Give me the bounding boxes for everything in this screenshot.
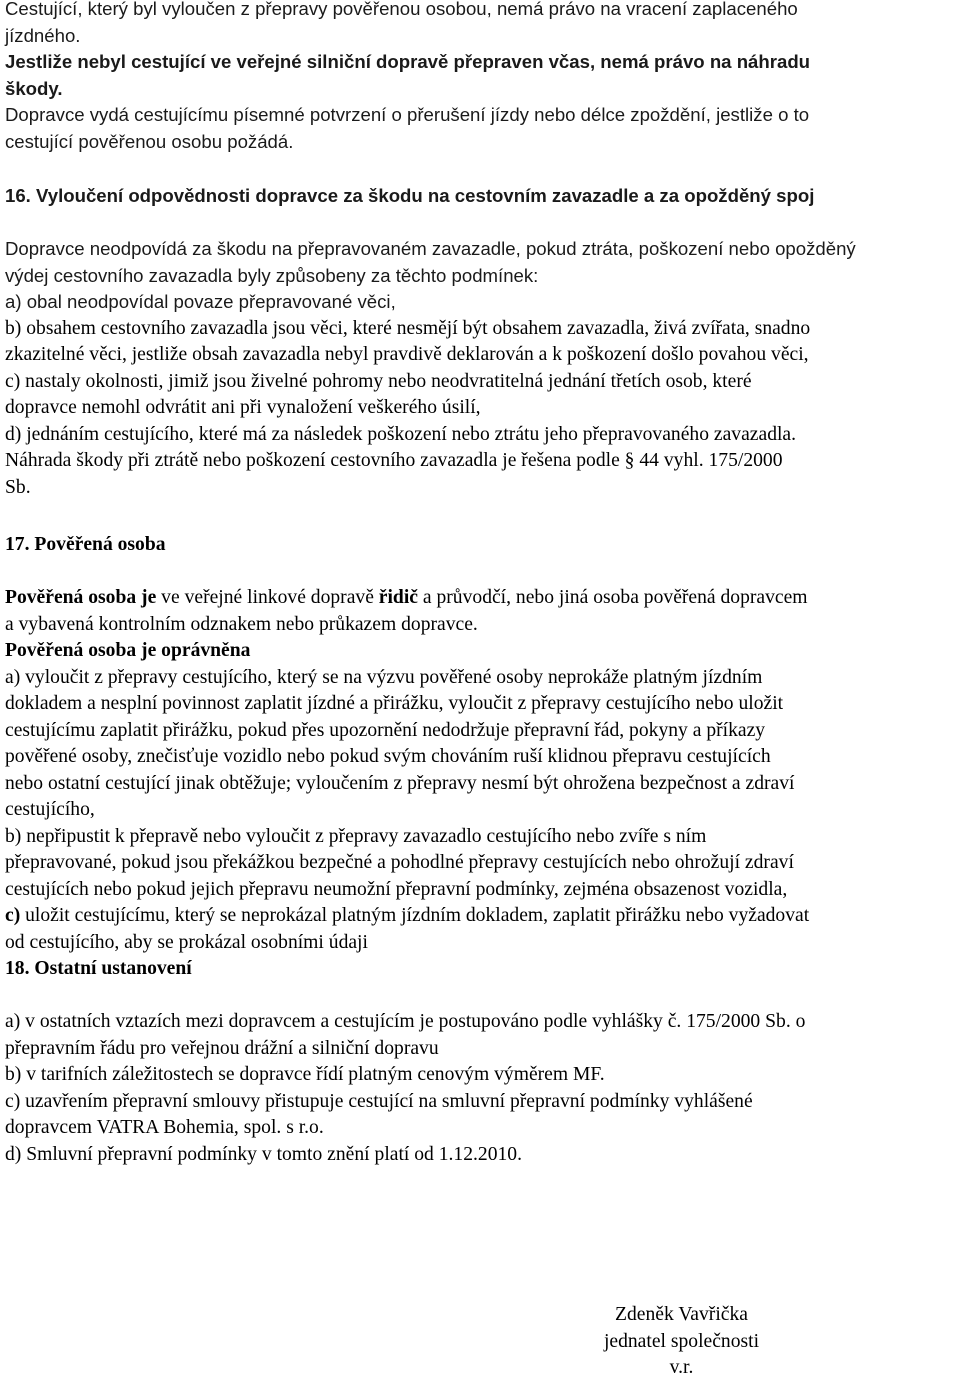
text-line — [5, 585, 809, 612]
text-line: a) v ostatních vztazích mezi dopravcem a cestujícím je postupováno podle vyhlášky č. 175/2000 Sb. o — [5, 1011, 806, 1032]
signature-vr: v.r. — [669, 1357, 694, 1378]
text-line: c) nastaly okolnosti, jimiž jsou živelné pohromy nebo neodvratitelná jednání třetích osob, které — [5, 370, 752, 392]
text-line: dopravcem VATRA Bohemia, spol. s r.o. — [5, 1117, 324, 1138]
text-line: cestujícímu zaplatit přirážku, pokud přes upozornění nedodržuje přepravní řád, pokyny a příkazy — [5, 719, 766, 741]
subheading: Pověřená osoba je oprávněna — [5, 640, 251, 661]
text-line: Jestliže nebyl cestující ve veřejné silniční dopravě přepraven včas, nemá právo na náhradu — [5, 51, 811, 72]
text-line: Náhrada škody při ztrátě nebo poškození cestovního zavazadla je řešena podle § 44 vyhl. 175/2000 — [5, 450, 783, 471]
text-line: cestujících nebo pokud jejich přepravu neumožní přepravní podmínky, zejména obsazenost vozidla, — [5, 878, 788, 900]
bold-run: c) — [5, 905, 21, 926]
text-line: cestující pověřenou osobu požádá. — [5, 130, 294, 152]
text-line: škody. — [5, 77, 63, 99]
section-16 — [5, 183, 856, 501]
text-line: a) vyloučit z přepravy cestujícího, který se na výzvu pověřené osoby neprokáže platným jízdním — [5, 666, 763, 688]
section-heading: 18. Ostatní ustanovení — [5, 958, 192, 979]
text-line: b) v tarifních záležitostech se dopravce řídí platným cenovým výměrem MF. — [5, 1064, 605, 1085]
text-run: ve veřejné linkové dopravě — [156, 587, 379, 608]
text-line: d) Smluvní přepravní podmínky v tomto znění platí od 1.12.2010. — [5, 1143, 523, 1165]
signatory-role: jednatel společnosti — [603, 1330, 760, 1352]
text-line: a) obal neodpovídal povaze přepravované věci, — [5, 291, 396, 312]
text-line: Dopravce neodpovídá za škodu na přepravovaném zavazadle, pokud ztráta, poškození nebo opožděný — [5, 238, 856, 259]
text-line: dopravce nemohl odvrátit ani při vynaložení veškerého úsilí, — [5, 397, 481, 418]
signatory-name: Zdeněk Vavřička — [615, 1304, 748, 1325]
text-line: nebo ostatní cestující jinak obtěžuje; vyloučením z přepravy nesmí být ohrožena bezpečnost a zdraví — [5, 772, 795, 794]
text-line: dokladem a nesplní povinnost zaplatit jízdné a přirážku, vyloučit z přepravy cestujícího nebo uložit — [5, 693, 784, 714]
text-run: uložit cestujícímu, který se neprokázal platným jízdním dokladem, zaplatit přirážku nebo vyžadovat — [20, 905, 810, 926]
text-run: a průvodčí, nebo jiná osoba pověřená dopravcem — [417, 587, 808, 608]
section-heading: 16. Vyloučení odpovědnosti dopravce za škodu na cestovním zavazadle a za opožděný spoj — [5, 185, 815, 206]
text-line: Sb. — [5, 476, 31, 498]
text-line: Cestující, který byl vyloučen z přepravy pověřenou osobou, nemá právo na vracení zaplaceného — [5, 0, 798, 19]
text-line: cestujícího, — [5, 799, 95, 820]
text-line: a vybavená kontrolním odznakem nebo průkazem dopravce. — [5, 613, 478, 635]
section-18 — [5, 956, 805, 1168]
text-line: zkazitelné věci, jestliže obsah zavazadla nebyl pravdivě deklarován a k poškození došlo povahou věci, — [5, 344, 809, 365]
text-line: přepravované, pokud jsou překážkou bezpečné a pohodlné přepravy cestujících nebo ohrožují zdraví — [5, 852, 794, 873]
text-line: d) jednáním cestujícího, které má za následek poškození nebo ztrátu jeho přepravovaného zavazadla. — [5, 423, 797, 445]
text-line: výdej cestovního zavazadla byly způsobeny za těchto podmínek: — [5, 264, 539, 286]
text-line: jízdného. — [5, 24, 81, 46]
text-line: b) nepřipustit k přepravě nebo vyloučit z přepravy zavazadlo cestujícího nebo zvíře s ním — [5, 825, 707, 847]
text-line: Dopravce vydá cestujícímu písemné potvrzení o přerušení jízdy nebo délce zpoždění, jestliže o to — [5, 104, 810, 125]
bold-run: řidič — [378, 587, 418, 608]
section-17 — [5, 532, 809, 956]
text-line: od cestujícího, aby se prokázal osobními údaji — [5, 931, 368, 953]
text-line: b) obsahem cestovního zavazadla jsou věci, které nesmějí být obsahem zavazadla, živá zvířata, snadno — [5, 317, 811, 339]
signature-block — [589, 1302, 774, 1382]
intro-block — [5, 0, 810, 155]
text-line — [5, 903, 809, 930]
text-line: přepravním řádu pro veřejnou drážní a silniční dopravu — [5, 1037, 439, 1059]
text-line: c) uzavřením přepravní smlouvy přistupuje cestující na smluvní přepravní podmínky vyhlášené — [5, 1090, 753, 1112]
bold-run: Pověřená osoba je — [5, 587, 157, 608]
section-heading: 17. Pověřená osoba — [5, 534, 166, 555]
text-line: pověřené osoby, znečisťuje vozidlo nebo pokud svým chováním ruší klidnou přepravu cestujících — [5, 746, 771, 767]
